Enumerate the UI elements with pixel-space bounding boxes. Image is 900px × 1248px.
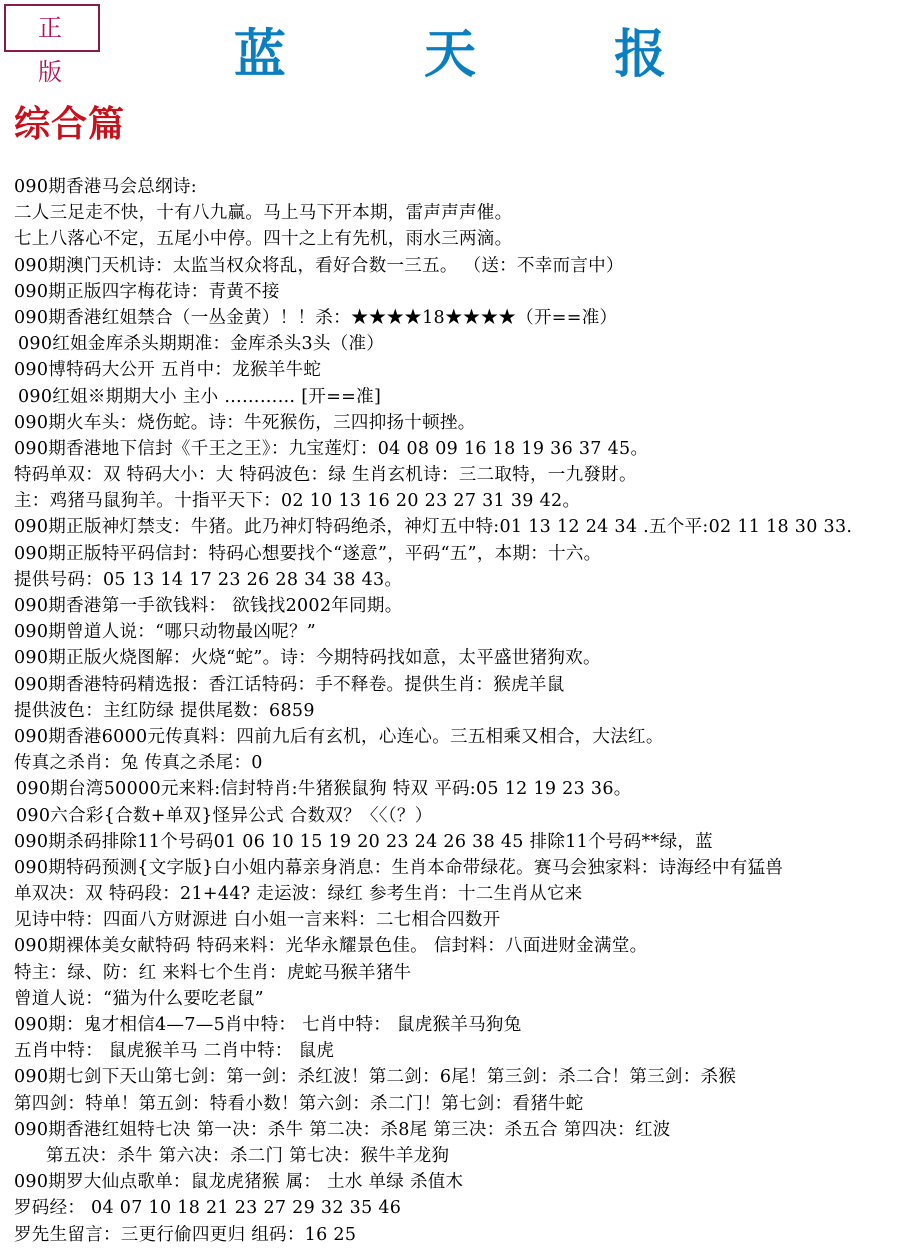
content-line: 提供号码：05 13 14 17 23 26 28 34 38 43。 xyxy=(14,569,403,590)
content-line: 五肖中特： 鼠虎猴羊马 二肖中特： 鼠虎 xyxy=(14,1041,335,1062)
content-line: 090期香港红姐特七决 第一决：杀牛 第二决：杀8尾 第三决：杀五合 第四决：红波 xyxy=(14,1119,671,1140)
content-line: 提供波色：主红防绿 提供尾数：6859 xyxy=(14,700,315,721)
page-title: 蓝 天 报 xyxy=(233,24,727,85)
content-line: 090期香港特码精选报：香江话特码：手不释卷。提供生肖：猴虎羊鼠 xyxy=(14,674,565,695)
content-list xyxy=(14,174,894,1248)
content-line: 090期火车头：烧伤蛇。诗：牛死猴伤，三四抑扬十顿挫。 xyxy=(14,412,476,433)
content-line: 特码单双：双 特码大小：大 特码波色：绿 生肖玄机诗：三二取特，一九發財。 xyxy=(14,465,637,486)
content-line: 090期正版特平码信封：特码心想要找个“遂意”，平码“五”，本期：十六。 xyxy=(14,543,602,564)
content-line: 090期正版四字梅花诗：青黄不接 xyxy=(14,281,280,302)
content-line: 090期正版神灯禁支：牛猪。此乃神灯特码绝杀，神灯五中特:01 13 12 24 34 .五个平:02 11 18 30 33. xyxy=(14,517,853,538)
content-line: 090期正版火烧图解：火烧“蛇”。诗：今期特码找如意，太平盛世猪狗欢。 xyxy=(14,648,601,669)
content-line: 090期特码预测{文字版}白小姐内幕亲身消息：生肖本命带绿花。赛马会独家料：诗海经中有猛兽 xyxy=(14,857,784,878)
content-line: 第四剑：特单！第五剑：特看小数！第六剑：杀二门！第七剑：看猪牛蛇 xyxy=(14,1093,584,1114)
content-line: 第五决：杀牛 第六决：杀二门 第七决：猴牛羊龙狗 xyxy=(46,1145,450,1166)
content-line: 090期台湾50000元来料:信封特肖:牛猪猴鼠狗 特双 平码:05 12 19 23 36。 xyxy=(16,779,632,800)
content-line: 特主：绿、防：红 来料七个生肖：虎蛇马猴羊猪牛 xyxy=(14,962,412,983)
content-line: 090期香港红姐禁合（一丛金黄）！！杀：★★★★18★★★★（开==准） xyxy=(14,307,618,328)
content-line: 七上八落心不定，五尾小中停。四十之上有先机，雨水三两滴。 xyxy=(14,229,513,250)
content-line: 罗码经： 04 07 10 18 21 23 27 29 32 35 46 xyxy=(14,1198,402,1219)
content-line: 090期曾道人说：“哪只动物最凶呢？” xyxy=(14,622,316,643)
content-line: 090期澳门天机诗：太监当权众将乱，看好合数一三五。 （送：不幸而言中） xyxy=(14,255,624,276)
content-line: 090红姐※期期大小 主小 ………… [开==准] xyxy=(18,386,382,407)
content-line: 单双决：双 特码段：21+44? 走运波：绿红 参考生肖：十二生肖从它来 xyxy=(14,884,583,905)
content-line: 传真之杀肖：兔 传真之杀尾：0 xyxy=(14,753,263,774)
content-line: 罗先生留言：三更行偷四更归 组码：16 25 xyxy=(14,1224,357,1245)
content-line: 曾道人说：“猫为什么要吃老鼠” xyxy=(14,988,264,1009)
content-line: 二人三足走不快，十有八九赢。马上马下开本期，雷声声声催。 xyxy=(14,203,513,224)
content-line: 090期香港马会总纲诗: xyxy=(14,177,197,197)
content-line: 见诗中特：四面八方财源进 白小姐一言来料：二七相合四数开 xyxy=(14,910,501,931)
content-line: 090期香港地下信封《千王之王》：九宝莲灯：04 08 09 16 18 19 36 37 45。 xyxy=(14,438,649,459)
content-line: 主：鸡猪马鼠狗羊。十指平天下：02 10 13 16 20 23 27 31 39 42。 xyxy=(14,491,581,512)
content-line: 090期：鬼才相信4—7—5肖中特： 七肖中特： 鼠虎猴羊马狗兔 xyxy=(14,1015,522,1035)
content-line: 090期香港第一手欲钱料： 欲钱找2002年同期。 xyxy=(14,596,403,616)
content-line: 090期七剑下天山第七剑：第一剑：杀红波！第二剑：6尾！第三剑：杀二合！第三剑：杀猴 xyxy=(14,1067,737,1088)
content-line: 090六合彩{合数+单双}怪异公式 合数双？〈〈（？） xyxy=(16,805,433,826)
content-line: 090博特码大公开 五肖中：龙猴羊牛蛇 xyxy=(14,360,322,381)
content-line: 090红姐金库杀头期期准：金库杀头3头（准） xyxy=(18,334,385,355)
edition-badge: 正 版 xyxy=(4,4,100,52)
content-line: 090期香港6000元传真料：四前九后有玄机，心连心。三五相乘又相合，大法红。 xyxy=(14,726,664,747)
content-line: 090期裸体美女献特码 特码来料：光华永耀景色佳。 信封料：八面进财金满堂。 xyxy=(14,936,648,957)
content-line: 090期罗大仙点歌单：鼠龙虎猪猴 属： 土水 单绿 杀值木 xyxy=(14,1172,464,1193)
content-line: 090期杀码排除11个号码01 06 10 15 19 20 23 24 26 38 45 排除11个号码**绿，蓝 xyxy=(14,831,713,852)
section-title: 综合篇 xyxy=(14,103,126,145)
